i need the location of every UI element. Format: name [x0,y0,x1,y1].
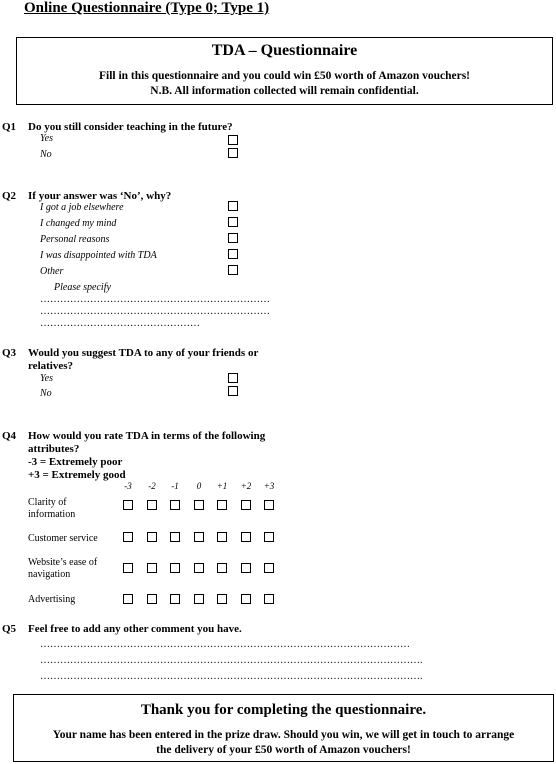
q2-option-disappointed: I was disappointed with TDA [40,250,157,261]
rating-checkbox[interactable] [147,594,157,604]
q5-comment-line[interactable]: ………………………………………………………………………………………………… [40,639,410,650]
rating-checkbox[interactable] [264,594,274,604]
q1-yes-checkbox[interactable] [228,135,238,145]
attribute-label: Advertising [28,594,76,605]
q2-specify-line[interactable]: …………………………………………………………… [40,306,270,317]
rating-checkbox[interactable] [241,563,251,573]
q2-option-job-elsewhere: I got a job elsewhere [40,202,124,213]
q2-personal-reasons-checkbox[interactable] [228,233,238,243]
q2-specify-line[interactable]: ………………………………………… [40,318,200,329]
attribute-label: Customer service [28,533,98,544]
questionnaire-header-box [16,37,553,105]
rating-checkbox[interactable] [147,500,157,510]
scale-label: +3 [263,481,275,491]
rating-checkbox[interactable] [217,532,227,542]
attribute-advertising [28,594,75,606]
scale-label: +1 [216,481,228,491]
scale-label: -3 [124,481,132,491]
attribute-label: information [28,509,76,520]
q3-option-yes: Yes [40,373,53,384]
attribute-clarity [28,497,75,521]
q2-option-personal-reasons: Personal reasons [40,234,110,245]
q3-no-checkbox[interactable] [228,386,238,396]
prize-notice: Fill in this questionnaire and you could win £50 worth of Amazon vouchers! [98,70,471,82]
rating-checkbox[interactable] [264,563,274,573]
rating-checkbox[interactable] [123,563,133,573]
questionnaire-title: TDA – Questionnaire [211,42,358,59]
scale-label: +2 [240,481,252,491]
q2-specify-line[interactable]: …………………………………………………………… [40,294,270,305]
attribute-label: Website’s ease of [28,557,98,568]
q1-no-checkbox[interactable] [228,148,238,158]
attribute-website-navigation [28,557,97,581]
q5-comment-line[interactable]: ……………………………………………………………………………………………………. [40,655,423,666]
rating-checkbox[interactable] [217,594,227,604]
q2-question: If your answer was ‘No’, why? [28,190,172,202]
attribute-customer-service [28,533,98,545]
q5-comment-line[interactable]: ……………………………………………………………………………………………………. [40,671,423,682]
rating-checkbox[interactable] [264,500,274,510]
prize-draw-line1: Your name has been entered in the prize draw. Should you win, we will get in touch to arrange [52,729,515,741]
q4-question-line2: attributes? [28,443,80,455]
rating-checkbox[interactable] [241,532,251,542]
q5-number: Q5 [2,623,17,635]
q4-scale-min: -3 = Extremely poor [28,456,123,468]
q3-question-line2: relatives? [28,360,74,372]
q2-option-other: Other [40,266,64,277]
rating-checkbox[interactable] [241,594,251,604]
rating-checkbox[interactable] [123,532,133,542]
q3-yes-checkbox[interactable] [228,373,238,383]
rating-checkbox[interactable] [123,594,133,604]
confidentiality-notice: N.B. All information collected will remain confidential. [150,85,419,97]
rating-checkbox[interactable] [147,532,157,542]
rating-checkbox[interactable] [194,532,204,542]
rating-checkbox[interactable] [170,594,180,604]
q3-option-no: No [40,388,52,399]
q2-changed-mind-checkbox[interactable] [228,217,238,227]
q1-question: Do you still consider teaching in the future? [28,121,233,133]
attribute-label: navigation [28,569,71,580]
q2-number: Q2 [2,190,17,202]
scale-label: -1 [171,481,179,491]
rating-checkbox[interactable] [170,563,180,573]
q5-question: Feel free to add any other comment you have. [28,623,242,635]
prize-draw-line2: the delivery of your £50 worth of Amazon vouchers! [156,744,411,756]
rating-checkbox[interactable] [194,500,204,510]
q1-option-yes: Yes [40,133,53,144]
thank-you-box [13,694,554,762]
rating-checkbox[interactable] [170,532,180,542]
q2-other-checkbox[interactable] [228,265,238,275]
rating-checkbox[interactable] [147,563,157,573]
rating-checkbox[interactable] [241,500,251,510]
q3-number: Q3 [2,347,17,359]
rating-checkbox[interactable] [217,563,227,573]
q4-question-line1: How would you rate TDA in terms of the following [28,430,266,442]
page-title: Online Questionnaire (Type 0; Type 1) [24,0,270,16]
rating-checkbox[interactable] [264,532,274,542]
q4-scale-max: +3 = Extremely good [28,469,126,481]
q2-option-changed-mind: I changed my mind [40,218,117,229]
thank-you-title: Thank you for completing the questionnaire. [140,702,427,718]
rating-checkbox[interactable] [194,563,204,573]
rating-checkbox[interactable] [123,500,133,510]
q2-job-elsewhere-checkbox[interactable] [228,201,238,211]
q3-question-line1: Would you suggest TDA to any of your friends or [28,347,259,359]
q4-number: Q4 [2,430,17,442]
q2-specify-label: Please specify [54,282,111,293]
rating-checkbox[interactable] [217,500,227,510]
attribute-label: Clarity of [28,497,67,508]
scale-label: 0 [196,481,202,491]
rating-checkbox[interactable] [170,500,180,510]
q1-number: Q1 [2,121,17,133]
rating-checkbox[interactable] [194,594,204,604]
q1-option-no: No [40,149,52,160]
q2-disappointed-checkbox[interactable] [228,249,238,259]
scale-label: -2 [148,481,156,491]
